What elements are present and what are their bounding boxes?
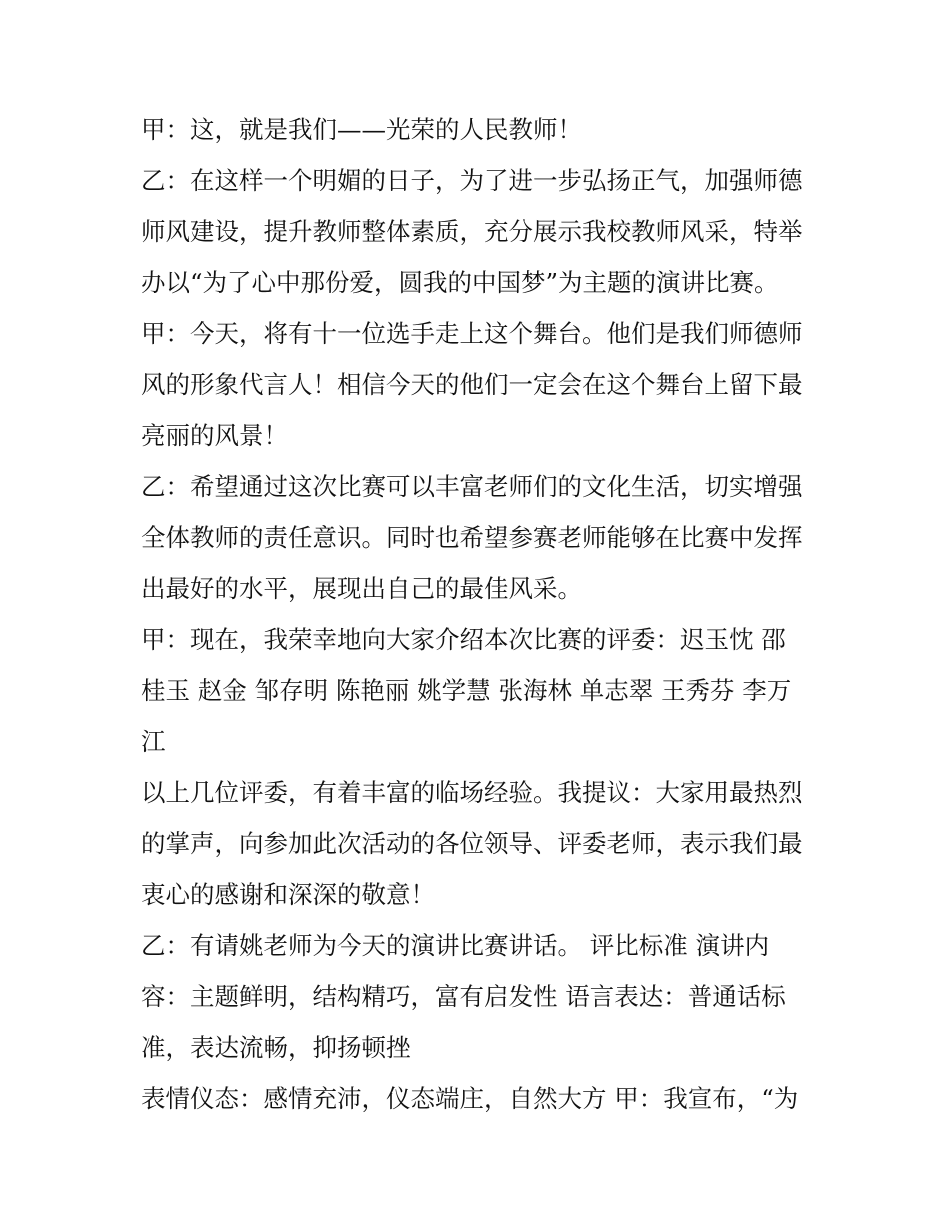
text-line: 乙：希望通过这次比赛可以丰富老师们的文化生活，切实增强 [141, 472, 803, 501]
text-line: 衷心的感谢和深深的敬意！ [141, 880, 435, 909]
text-line: 容：主题鲜明，结构精巧，富有启发性 语言表达：普通话标 [141, 982, 786, 1011]
text-line: 准，表达流畅，抑扬顿挫 [141, 1033, 411, 1062]
text-line: 的掌声，向参加此次活动的各位领导、评委老师，表示我们最 [141, 829, 803, 858]
text-line: 甲：这，就是我们——光荣的人民教师！ [141, 115, 582, 144]
text-line: 江 [141, 727, 166, 756]
text-line: 表情仪态：感情充沛，仪态端庄，自然大方 甲：我宣布，“为 [141, 1084, 799, 1113]
text-line: 办以“为了心中那份爱，圆我的中国梦”为主题的演讲比赛。 [141, 268, 779, 297]
text-line: 以上几位评委，有着丰富的临场经验。我提议：大家用最热烈 [141, 778, 803, 807]
text-line: 乙：在这样一个明媚的日子，为了进一步弘扬正气，加强师德 [141, 166, 803, 195]
text-line: 全体教师的责任意识。同时也希望参赛老师能够在比赛中发挥 [141, 523, 803, 552]
document-body [141, 108, 821, 1128]
text-line: 甲：今天，将有十一位选手走上这个舞台。他们是我们师德师 [141, 319, 803, 348]
text-line: 师风建设，提升教师整体素质，充分展示我校教师风采，特举 [141, 217, 803, 246]
text-line: 风的形象代言人！相信今天的他们一定会在这个舞台上留下最 [141, 370, 803, 399]
text-line: 出最好的水平，展现出自己的最佳风采。 [141, 574, 582, 603]
text-line: 甲：现在，我荣幸地向大家介绍本次比赛的评委：迟玉忱 邵 [141, 625, 786, 654]
text-line: 桂玉 赵金 邹存明 陈艳丽 姚学慧 张海林 单志翠 王秀芬 李万 [141, 676, 792, 705]
text-line: 亮丽的风景！ [141, 421, 288, 450]
text-line: 乙：有请姚老师为今天的演讲比赛讲话。 评比标准 演讲内 [141, 931, 770, 960]
